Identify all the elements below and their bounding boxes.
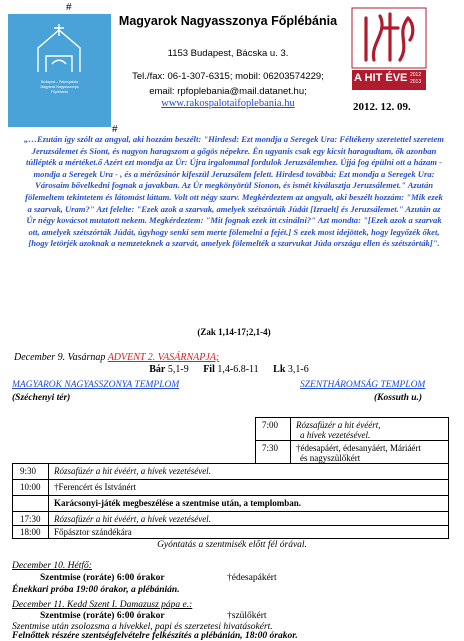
year-start: 2012 [410, 72, 422, 78]
table-rule [255, 417, 256, 463]
table-rule [12, 511, 449, 512]
parish-phone: Tel./fax: 06-1-307-6315; mobil: 06203574229; [132, 71, 324, 82]
table-rule [448, 511, 449, 538]
reading-item [273, 364, 309, 375]
table-rule [448, 463, 449, 511]
hash-mark-top: # [66, 2, 72, 13]
year-of-faith-text: A HIT ÉVE [354, 72, 408, 84]
day-note: Szentmise után zsolozsma a hívekkel, papi és szerzetesi hivatásokért. [12, 622, 273, 632]
year-end: 2013 [410, 79, 422, 85]
table-cell-time: 7:30 [262, 443, 279, 453]
table-rule [290, 417, 291, 463]
table-cell-text: és nagyszülőkért [300, 453, 361, 463]
table-rule [255, 417, 449, 418]
advent-label: ADVENT 2. VASÁRNAPJA; [107, 352, 220, 363]
table-rule [48, 511, 49, 538]
year-of-faith-logo [344, 4, 434, 102]
reading-book: Lk [273, 364, 286, 375]
reading-ref: 5,1-9 [167, 364, 189, 375]
church-right-location: (Kossuth u.) [374, 393, 423, 403]
church-outline-icon [8, 14, 111, 127]
table-cell-text: Rózsafüzér a hit évéért, [296, 420, 381, 430]
parish-title: Magyarok Nagyasszonya Főplébánia [118, 14, 338, 28]
mass-intention: †édesapákért [227, 573, 277, 583]
table-cell-time: 18:00 [20, 527, 41, 537]
table-rule [255, 440, 449, 441]
table-cell-time: 10:00 [20, 482, 41, 492]
table-rule [12, 495, 449, 496]
mass-time: Szentmise (roráte) 6:00 órakor [40, 573, 165, 583]
bulletin-date: 2012. 12. 09. [353, 101, 411, 113]
scripture-quote: „…Ezután így szólt az angyal, aki hozzám beszélt: "Hirdesd: Ezt mondja a Seregek Ura: Féltékeny szeretettel szeretem Jeruzsálemet és Siont, és nagyon haragszom a gőgös népekre. Én ugyanis csak egy kicsit haragudtam, ők azonban túllépték a mértéket.ő Azért ezt mondja az Úr: Újra irgalommal fordulok Jeruzsálemhez. Újjá fog épülni ott a házam - mondja a Seregek Ura - , és a mérőzsinór kifeszül Jeruzsálem felett. Hirdesd továbbá: Ezt mondja a Seregek Ura: Városaim bővelkedni fognak a javakban. Az Úr megkönyörül Sionon, és ismét kiválasztja Jeruzsálemet." Azután fölemeltem tekintetem és látomást láttam. Volt ott négy szarv. Megkérdeztem az angyalt, aki beszélt hozzám: "Mik ezek a szarvak, Uram?" Azt felelte: "Ezek azok a szarvak, amelyek szétszórták Júdát [Izraelt] és Jeruzsálemet." Azután az Úr négy kovácsot mutatott nekem. Megkérdeztem: "Mit fognak ezek itt csinálni?" Azt mondta: "[Ezek azok a szarvak ott, amelyek szétszórták Júdát, úgyhogy senki sem merte fölemelni a fejét.] S ezek most idejöttek, hogy legyőzék őket, [hogy letörjék azoknak a nemzeteknek a szarvát, amelyek fölemelték a szarvukat Júda országa ellen és szétszórták]". [24, 134, 444, 249]
table-cell-text: a hívek vezetésével. [300, 430, 371, 440]
reading-item [149, 364, 188, 375]
confession-note: Gyóntatás a szentmisék előtt fél órával. [157, 540, 307, 550]
reading-book: Fil [203, 364, 215, 375]
hash-mark-bottom: # [112, 124, 118, 135]
church-left-location: (Széchenyi tér) [12, 393, 71, 403]
mass-time: Szentmise (roráte) 6:00 órakor [40, 611, 165, 621]
logo-caption-line: Magyarok Nagyasszonya [40, 85, 79, 89]
parish-logo [8, 14, 111, 127]
table-cell-text: †Ferencért és Istvánért [54, 482, 136, 492]
table-cell-text: †édesapáért, édesanyáért, Máriáért [296, 443, 421, 453]
day-note: Énekkari próba 19:00 órakor, a plébánián. [12, 585, 180, 595]
church-right-name: SZENTHÁROMSÁG TEMPLOM [300, 380, 426, 390]
table-rule [12, 538, 449, 539]
reading-ref: 3,1-6 [287, 364, 309, 375]
table-cell-announcement: Karácsonyi-játék megbeszélése a szentmise után, a templomban. [54, 498, 301, 508]
sunday-heading [14, 352, 219, 363]
parish-address: 1153 Budapest, Bácska u. 3. [167, 48, 289, 59]
logo-caption-line: Főplébánia [51, 90, 68, 94]
reading-item [203, 364, 258, 375]
day-heading: December 10. Hétfő: [12, 561, 92, 571]
reading-ref: 1,4-6.8-11 [217, 364, 259, 375]
table-rule [12, 463, 449, 464]
table-rule [12, 511, 13, 538]
parish-email: email: rpfoplebania@mail.datanet.hu; [149, 86, 307, 97]
church-left-name: MAGYAROK NAGYASSZONYA TEMPLOM [12, 380, 180, 390]
table-cell-text: Rózsafüzér a hit évéért, a hívek vezetésével. [54, 466, 211, 476]
table-rule [448, 417, 449, 463]
table-cell-text: Rózsafüzér a hit évéért, a hívek vezetésével. [54, 514, 211, 524]
parish-website-link[interactable]: www.rakospalotaifoplebania.hu [161, 98, 295, 109]
table-cell-time: 17:30 [20, 514, 41, 524]
mass-intention: †szülőkért [227, 611, 267, 621]
readings [14, 364, 444, 375]
reading-book: Bár [149, 364, 166, 375]
scripture-reference: (Zak 1,14-17;2,1-4) [197, 327, 271, 337]
year-of-faith-emblem-icon [344, 4, 434, 102]
day-note: Felnőttek részére szentségfelvételre felkészítés a plébánián, 18:00 órakor. [12, 631, 298, 641]
day-heading: December 11. Kedd Szent I. Damazusz pápa e.: [12, 600, 193, 610]
table-cell-text: Főpásztor szándékára [54, 527, 132, 537]
logo-caption-line: Budapest – Rákospalota [41, 80, 78, 84]
table-rule [12, 463, 13, 511]
table-cell-time: 7:00 [262, 420, 279, 430]
table-rule [12, 479, 449, 480]
table-rule [48, 463, 49, 511]
table-rule [12, 525, 449, 526]
table-cell-time: 9:30 [20, 466, 37, 476]
sunday-date: December 9. Vasárnap [14, 352, 106, 363]
